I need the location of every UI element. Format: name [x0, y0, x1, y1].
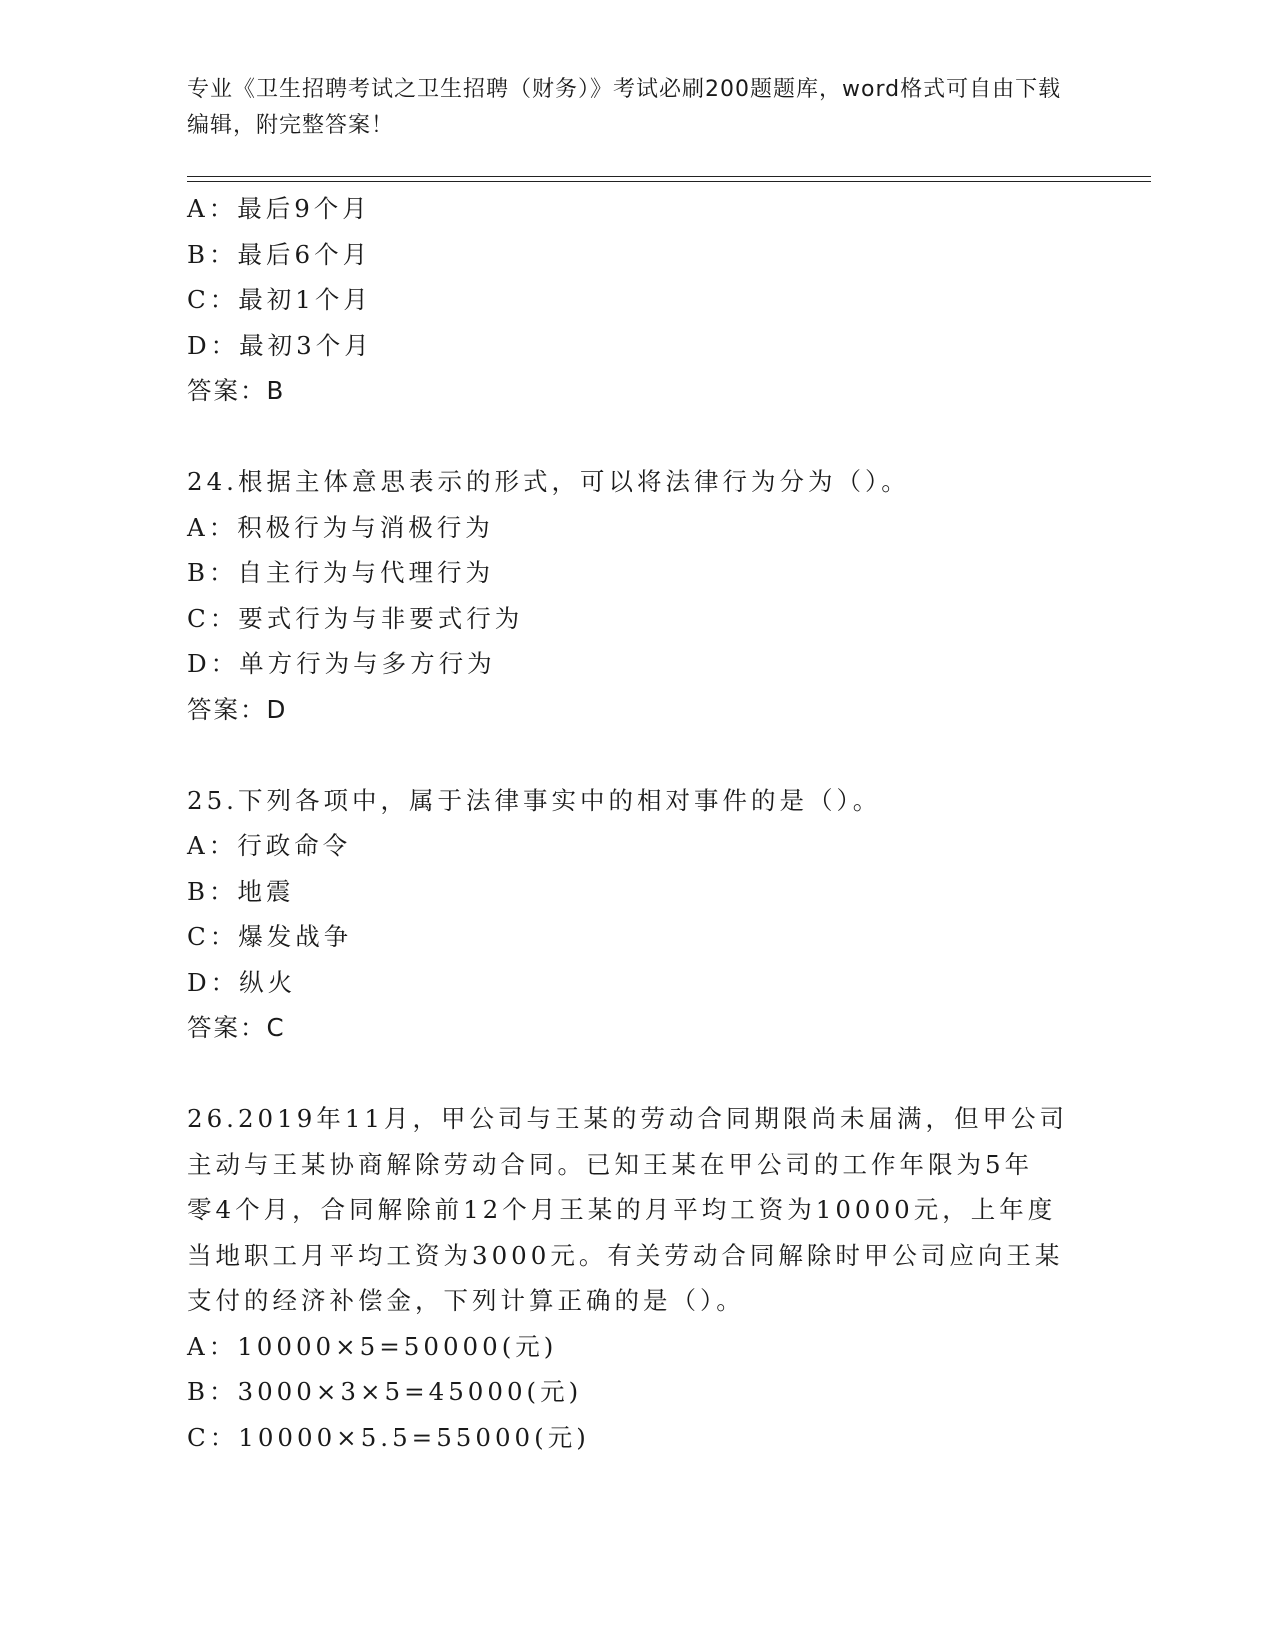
block-spacer — [187, 414, 1087, 460]
question-stem: 25.下列各项中，属于法律事实中的相对事件的是（）。 — [187, 785, 882, 815]
header-text: 专业《卫生招聘考试之卫生招聘（财务）》考试必刷200题题库，word格式可自由下载编辑，附完整答案！ — [187, 77, 1062, 138]
block-spacer — [187, 1051, 1087, 1097]
option-a: A：最后9个月 — [187, 194, 371, 223]
option-b: B：地震 — [187, 876, 295, 906]
option-b: B：最后6个月 — [187, 239, 372, 269]
question-stem-line-2: 主动与王某协商解除劳动合同。已知王某在甲公司的工作年限为5年 — [187, 1149, 1034, 1179]
header-divider-top — [187, 176, 1151, 177]
option-b: B：自主行为与代理行为 — [187, 558, 495, 587]
option-c: C：最初1个月 — [187, 285, 372, 314]
option-c: C：要式行为与非要式行为 — [187, 603, 524, 633]
option-c: C：10000×5.5=55000(元) — [187, 1422, 590, 1452]
option-d: D：纵火 — [187, 967, 297, 997]
answer-line: 答案：B — [187, 376, 286, 405]
question-stem-line-5: 支付的经济补偿金，下列计算正确的是（）。 — [187, 1286, 745, 1315]
option-c: C：爆发战争 — [187, 922, 353, 951]
option-d: D：单方行为与多方行为 — [187, 649, 496, 678]
question-stem: 24.根据主体意思表示的形式，可以将法律行为分为（）。 — [187, 467, 910, 496]
question-stem-line-4: 当地职工月平均工资为3000元。有关劳动合同解除时甲公司应向王某 — [187, 1240, 1064, 1270]
option-a: A：积极行为与消极行为 — [187, 512, 494, 542]
option-a: A：10000×5=50000(元) — [187, 1331, 558, 1361]
option-d: D：最初3个月 — [187, 330, 373, 360]
question-block-25 — [187, 778, 1087, 1051]
answer-line: 答案：C — [187, 1013, 286, 1042]
block-spacer — [187, 732, 1087, 778]
header-divider-bottom — [187, 181, 1151, 182]
question-stem-line-3: 零4个月，合同解除前12个月王某的月平均工资为10000元，上年度 — [187, 1195, 1057, 1224]
answer-line: 答案：D — [187, 694, 288, 724]
option-b: B：3000×3×5=45000(元) — [187, 1377, 583, 1406]
question-stem-line-1: 26.2019年11月，甲公司与王某的劳动合同期限尚未届满，但甲公司 — [187, 1104, 1068, 1133]
question-block-24 — [187, 459, 1087, 732]
question-list — [187, 186, 1087, 1460]
question-block-23 — [187, 186, 1087, 414]
question-block-26 — [187, 1096, 1087, 1460]
document-header — [187, 72, 1067, 144]
option-a: A：行政命令 — [187, 831, 352, 860]
